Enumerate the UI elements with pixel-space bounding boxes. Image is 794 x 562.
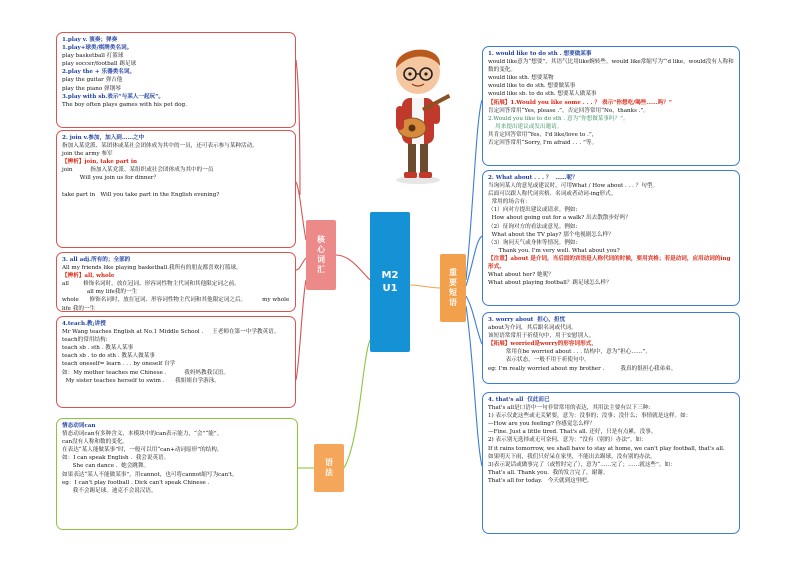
text-line: 2.play the + 乐器类名词。: [62, 69, 136, 76]
text-line: teach oneself= learn . . . by oneself 自学: [62, 361, 176, 368]
text-line: All my friends like playing basketball.我所有的朋友都喜欢打篮球。: [62, 265, 242, 272]
text-line: whole 修饰名词时，放在冠词、形容词性物主代词和其他限定词之后。 my whole life 我的一生: [62, 297, 292, 312]
text-line: 常用在be worried about . . . 结构中，意为“担心……”。: [488, 349, 652, 356]
text-line: 如果表达“某人不能做某事”，用cannot，也可将cannot缩写为can't。: [62, 471, 238, 478]
text-line: join the army 参军: [62, 151, 113, 158]
core-vocab-all: [56, 252, 296, 312]
center-label: M2 U1: [381, 270, 399, 294]
text-line: 情态动词can有多种含义，本模块中的can表示能力，“会”“能”。: [62, 431, 223, 438]
branch-core-vocab: 核心词汇: [306, 220, 336, 290]
text-line: 如果明天下雨，我们只好呆在家里，不能出去踢球，没有别的办法。: [488, 453, 656, 460]
text-line: She can dance . 她会跳舞。: [62, 463, 150, 470]
text-line: How about going out for a walk? 出去散散步好吗？: [488, 215, 631, 222]
text-line: My sister teaches herself to swim . 我姐姐自学游泳。: [62, 377, 220, 384]
text-line: play basketball 打篮球: [62, 53, 124, 60]
text-line: play the piano 弹钢琴: [62, 85, 121, 92]
text-line: can没有人称和数的变化。: [62, 439, 129, 446]
text-line: 【辨析】all, whole: [62, 273, 115, 280]
core-vocab-play: [56, 32, 296, 128]
grammar-can-box: [56, 418, 298, 530]
boy-guitar-illustration-icon: [372, 36, 464, 186]
phrase-worry-about-box: [482, 312, 740, 384]
text-line: 我不会踢足球。迪克不会说汉语。: [62, 487, 157, 494]
text-line: 【注意】about 是介词，当后面的宾语是人称代词的时候，要用宾格；若是动词，应用动词的ing形式。: [488, 255, 731, 271]
text-line: all my life我的一生: [62, 289, 138, 296]
text-line: play the guitar 弹吉他: [62, 77, 123, 84]
branch-grammar: 语法: [314, 444, 344, 492]
phrase-lines: [488, 316, 734, 373]
text-line: eg: I'm really worried about my brother . 我真的很担心我弟弟。: [488, 365, 677, 372]
text-line: （3）询问天气或身体等情况。例如:: [488, 239, 578, 246]
text-line: 否定回答常用“Sorry, I'm afraid . . . ”等。: [488, 140, 598, 147]
core-vocab-lines: [62, 36, 290, 109]
text-line: Will you join us for dinner？: [62, 175, 160, 182]
text-line: 2. join v.参加，加入到……之中: [62, 135, 145, 141]
text-line: 2) 表示别无选择或无可奈何，意为：“没有（别的）办法”。如：: [488, 437, 647, 444]
core-vocab-lines: [62, 256, 290, 312]
center-node: [370, 212, 410, 352]
text-line: 当询问某人的意见或建议时，可用What / How about . . . ？句型。: [488, 183, 659, 190]
text-line: What about her? 她呢？: [488, 272, 554, 279]
text-line: 表示状态，一般不用于祈使句中。: [488, 357, 590, 364]
text-line: If it rains tomorrow, we shall have to stay at home, we can't play football, that's all.: [488, 445, 725, 452]
text-line: （1）向对方提出建议或请求。例如:: [488, 207, 578, 214]
text-line: 如：I can speak English . 我会说英语。: [62, 455, 170, 462]
text-line: 1) 表示仅此这些或无关紧要，意为：没事的；没事；没什么；事情就是这样。如：: [488, 413, 692, 420]
text-line: would like to do sth. 想要做某事: [488, 83, 576, 90]
text-line: 情态动词can: [62, 423, 96, 429]
text-line: 【辨析】join, take part in: [62, 159, 138, 166]
text-line: 1. would like to do sth . 想要做某事: [488, 51, 592, 57]
text-line: 3. all adj.所有的；全部的: [62, 257, 131, 263]
phrase-lines: [488, 174, 734, 287]
text-line: 其肯定回答常用“Yes，I'd like/love to .”，: [488, 131, 598, 138]
text-line: 肯定回答常用“Yes, please .”，否定回答常用“No，thanks .”。: [488, 107, 649, 114]
text-line: 2. What about . . . ？ ……呢？: [488, 175, 578, 181]
phrase-lines: [488, 50, 734, 147]
phrase-what-about-box: [482, 170, 740, 306]
phrase-lines: [488, 396, 734, 485]
text-line: —How are you feeling? 你感觉怎么样？: [488, 421, 595, 428]
text-line: 【拓展】1.Would you like some . . . ？ 表示“你想吃/喝些……吗？”: [488, 99, 672, 106]
text-line: 该短语常常用于祈使句中，用于安慰别人。: [488, 333, 595, 340]
text-line: 后面可以跟人称代词宾格、名词或者动词-ing形式。: [488, 191, 617, 198]
text-line: 在表达“某人能做某事”时，一般可以用“can+动词原形”的结构。: [62, 447, 223, 454]
text-line: What about the TV play? 那个电视剧怎么样？: [488, 231, 614, 238]
text-line: That's all是口语中一句非常常用的表达，其用法主要有以下三种:: [488, 405, 651, 412]
phrase-would-like-box: [482, 46, 740, 166]
text-line: That's all for today. 今天就到这里吧。: [488, 477, 593, 484]
text-line: teach的常用结构:: [62, 337, 108, 344]
core-vocab-join: [56, 130, 296, 248]
text-line: 2.Would you like to do sth . 意为“你想做某事吗？”。: [488, 115, 629, 122]
text-line: would like意为“想要”，其语气比用like婉转些。would like常缩写为“'d like，would没有人称和数的变化。: [488, 59, 734, 74]
text-line: 3. worry about 担心，担忧: [488, 317, 566, 323]
text-line: 常用的场合有：: [488, 199, 531, 206]
branch-phrases: 重要短语: [440, 254, 466, 322]
text-line: 【拓展】worried是worry的形容词形式，: [488, 341, 597, 348]
text-line: —Fine. Just a little tired. That's all. 还好，只是有点累，没事。: [488, 429, 657, 436]
text-line: （2）征询对方的看法或意见。例如:: [488, 223, 578, 230]
phrase-thats-all-box: [482, 392, 740, 534]
text-line: about为介词，其后跟名词或代词。: [488, 325, 577, 332]
core-vocab-lines: [62, 134, 290, 199]
text-line: would like sb. to do sth. 想要某人做某事: [488, 91, 597, 98]
text-line: 1.play+球类/棋牌类名词。: [62, 45, 133, 52]
text-line: 4. that's all 仅此而已: [488, 397, 550, 403]
text-line: would like sth. 想要某物: [488, 75, 554, 82]
text-line: The boy often plays games with his pet dog.: [62, 101, 187, 108]
core-vocab-lines: [62, 320, 290, 385]
text-line: 指加入某党派、某团体或某社会团体成为其中的一员，还可表示参与某种活动。: [62, 143, 258, 150]
text-line: 4.teach.教;讲授: [62, 321, 106, 327]
text-line: [62, 183, 290, 191]
text-line: 用来提出建议或发出邀请。: [488, 123, 563, 130]
text-line: 3.play with sb.表示“与某人一起玩”。: [62, 93, 165, 100]
core-vocab-teach: [56, 316, 296, 408]
text-line: Thank you. I'm very well. What about you?: [488, 247, 620, 254]
text-line: play soccer/football 踢足球: [62, 61, 137, 68]
text-line: Mr Wang teaches English at No.1 Middle School . 王老师在第一中学教英语。: [62, 329, 280, 336]
text-line: eg：I can't play football . Dick can't speak Chinese .: [62, 479, 210, 486]
text-line: 1.play v. 演奏；弹奏: [62, 37, 118, 43]
text-line: 如：My mother teaches me Chinese . 我妈妈教我汉语。: [62, 369, 229, 376]
text-line: take part in Will you take part in the English evening?: [62, 191, 220, 198]
text-line: That's all. Thank you. 我的发言完了，谢谢。: [488, 469, 609, 476]
text-line: teach sb . to do sth . 教某人做某事: [62, 353, 155, 360]
grammar-lines: [62, 422, 292, 495]
text-line: all 修饰名词时，放在冠词、形容词性物主代词和其他限定词之前。: [62, 281, 240, 288]
text-line: 3)表示说话或做事完了（或暂时完了），意为“……完了；……就这些”。如：: [488, 461, 676, 468]
text-line: join 指加入某党派、某组织或社会团体成为其中的一员: [62, 167, 214, 174]
text-line: teach sb . sth . 教某人某事: [62, 345, 134, 352]
text-line: What about playing football？踢足球怎么样？: [488, 280, 612, 287]
